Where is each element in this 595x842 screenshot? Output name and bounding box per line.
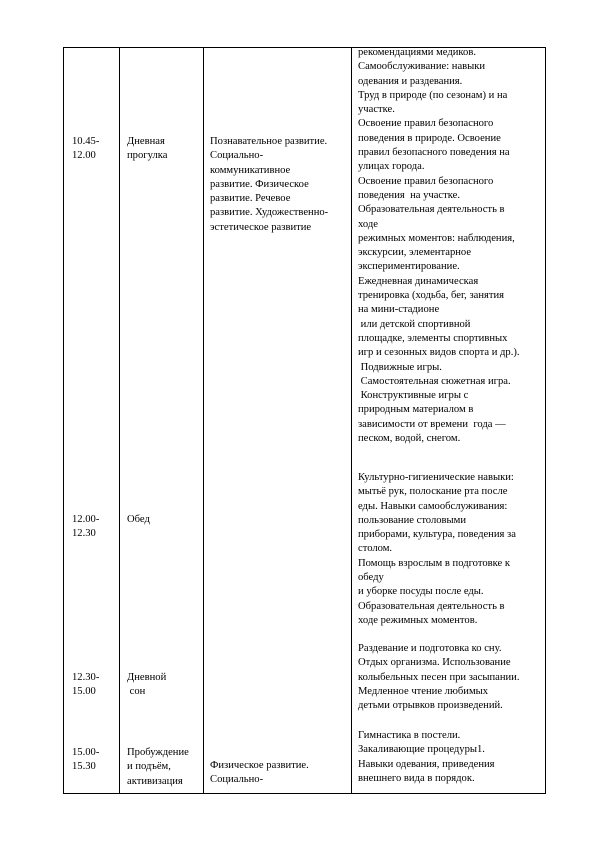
row-areas-wakeup: Физическое развитие. Социально-: [210, 760, 309, 786]
row-activities-nap: Раздевание и подготовка ко сну. Отдых организма. Использование колыбельных песен при засыпании. Медленное чтение любимых детьми отрывков произведений.: [358, 643, 520, 712]
column-divider: [351, 48, 352, 793]
column-divider: [119, 48, 120, 793]
row-mode-walk: Дневная прогулка: [127, 136, 168, 162]
schedule-table: [63, 47, 546, 794]
row-time-nap: 12.30- 15.00: [72, 672, 100, 698]
row-activities-walk: рекомендациями медиков. Самообслуживание: навыки одевания и раздевания. Труд в природе (по сезонам) и на участке. Освоение правил безопасного поведения в природе. Освоение правил безопасного поведения на улицах города. Освоение правил безопасного поведения на участке. Образовательная деятельность в ходе режимных моментов: наблюдения, экскурсии, элементарное экспериментирование. Ежедневная динамическая тренировка (ходьба, бег, занятия на мини-стадионе или детской спортивной площадке, элементы спортивных игр и сезонных видов спорта и др.). Подвижные игры. Самостоятельная сюжетная игра. Конструктивные игры с природным материалом в зависимости от времени года — песком, водой, снегом.: [358, 47, 520, 445]
row-mode-nap: Дневной сон: [127, 672, 167, 698]
row-activities-wakeup: Гимнастика в постели. Закаливающие процедуры1. Навыки одевания, приведения внешнего вида в порядок.: [358, 730, 495, 784]
row-mode-lunch: Обед: [127, 514, 150, 525]
row-mode-wakeup: Пробуждение и подъём, активизация: [127, 747, 189, 787]
row-time-walk: 10.45- 12.00: [72, 136, 100, 162]
column-divider: [203, 48, 204, 793]
row-time-wakeup: 15.00- 15.30: [72, 747, 100, 773]
row-time-lunch: 12.00- 12.30: [72, 514, 100, 540]
row-activities-lunch: Культурно-гигиенические навыки: мытьё рук, полоскание рта после еды. Навыки самообслуживания: пользование столовыми приборами, культура, поведения за столом. Помощь взрослым в подготовке к обеду и уборке посуды после еды. Образовательная деятельность в ходе режимных моментов.: [358, 472, 516, 626]
row-areas-walk: Познавательное развитие. Социально- коммуникативное развитие. Физическое развитие. Речевое развитие. Художественно- эстетическое развитие: [210, 136, 329, 233]
